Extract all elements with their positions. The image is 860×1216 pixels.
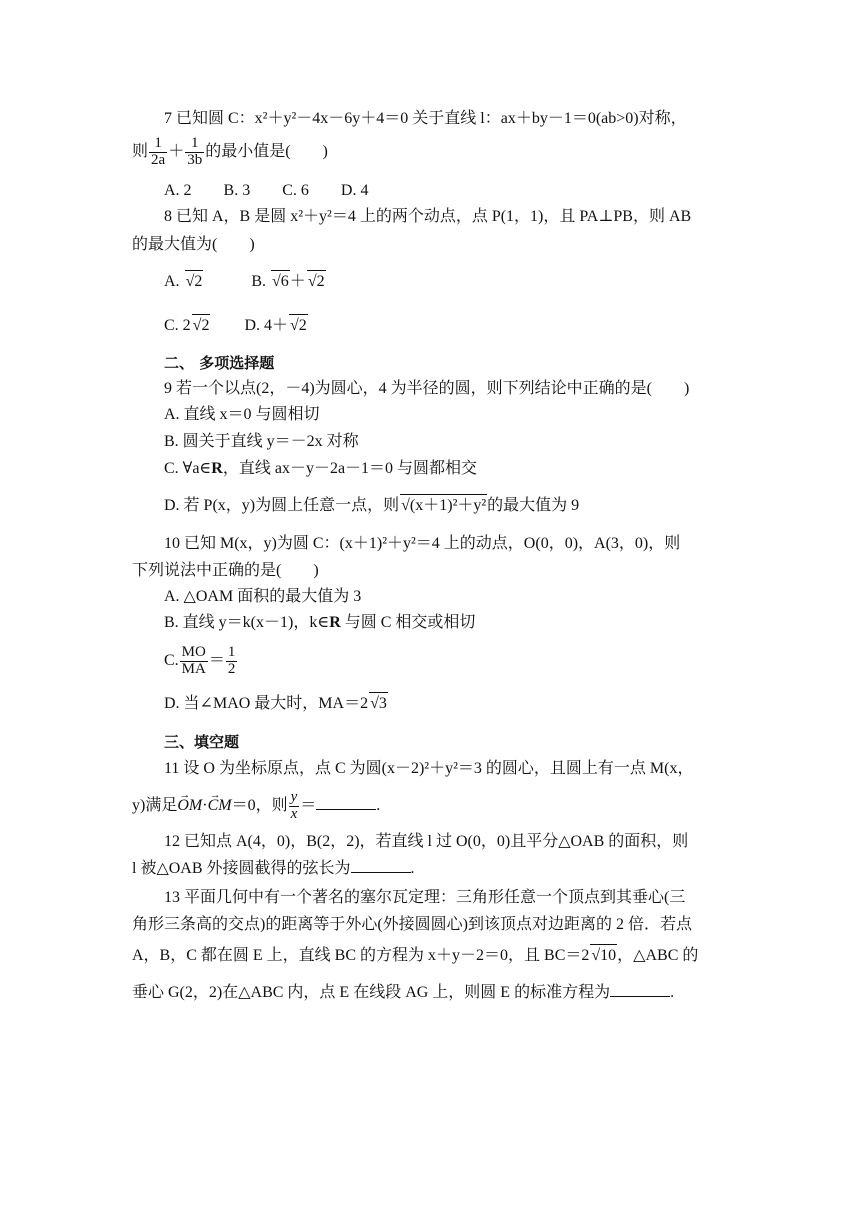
q10-option-b-pre: B. 直线 y＝k(x－1)，k∈: [164, 614, 330, 631]
q13-line1: [164, 887, 685, 909]
q8-option-b-radical-1: √ 6: [271, 270, 290, 293]
q8-options-cd: [164, 314, 308, 337]
q7-options-text: A. 2 B. 3 C. 6 D. 4: [164, 182, 369, 199]
q9-stem-text: 9 若一个以点(2，－4)为圆心，4 为半径的圆，则下列结论中正确的是( ): [164, 380, 690, 397]
q10-option-d-radical: √ 3: [369, 692, 388, 715]
section-heading-multiple-choice: 二、 多项选择题: [164, 354, 275, 372]
q9-option-a-text: A. 直线 x＝0 与圆相切: [164, 406, 320, 423]
q7-fraction-2: [185, 136, 204, 169]
q9-option-a: [164, 404, 320, 426]
q7-line2: [132, 136, 328, 169]
q9-option-d-post: 的最大值为 9: [487, 497, 580, 514]
q8-option-c-radical: √ 2: [192, 314, 211, 337]
q11-fraction: [289, 790, 300, 823]
q11-vector-om-text: OM: [177, 796, 203, 814]
q12-stem-text: 12 已知点 A(4，0)，B(2，2)，若直线 l 过 O(0，0)且平分△OAB 的面积，则: [164, 833, 689, 850]
q11-vector-om: [177, 795, 202, 817]
q11-line2: [132, 790, 380, 823]
q9-option-d: [164, 494, 579, 517]
q8-option-a-label: A.: [164, 273, 184, 290]
q13-stem-text-3-post: ，△ABC 的: [617, 947, 699, 964]
q7-line1: [164, 108, 687, 130]
q10-option-b-reals: R: [329, 614, 341, 631]
q11-frac-den: x: [290, 805, 298, 822]
q13-line3: [132, 944, 698, 967]
q13-end: .: [670, 984, 675, 1001]
q11-pre: y)满足: [132, 796, 178, 814]
q11-mid: ＝0，则: [231, 796, 288, 814]
section-heading-fill-in: 三、填空题: [164, 733, 240, 751]
q7-stem-text: 7 已知圆 C：x²＋y²－4x－6y＋4＝0 关于直线 l：ax＋by－1＝0(ab>0)对称，: [164, 110, 687, 127]
q13-radical: √ 10: [590, 944, 617, 967]
q10-option-b: [164, 612, 475, 634]
q7-post: 的最小值是( ): [205, 142, 328, 160]
q10-line2: [132, 560, 319, 582]
q8-option-c-label: C. 2: [164, 317, 191, 334]
q11-answer-blank[interactable]: [316, 795, 376, 810]
q13-line2: [132, 914, 692, 936]
q10-frac1-num: MO: [181, 644, 206, 660]
q13-stem-text-3: A，B，C 都在圆 E 上，直线 BC 的方程为 x＋y－2＝0，且 BC＝2: [132, 947, 590, 964]
q11-vector-cm: [208, 795, 232, 817]
q10-frac2-num: 1: [227, 644, 236, 660]
q10-option-a: [164, 586, 361, 608]
q13-stem-text-4: 垂心 G(2，2)在△ABC 内，点 E 在线段 AG 上，则圆 E 的标准方程为: [132, 984, 611, 1001]
q8-option-b-radical-2: √ 2: [307, 270, 326, 293]
q11-frac-num: y: [290, 789, 298, 805]
q13-stem-text-2: 角形三条高的交点)的距离等于外心(外接圆圆心)到该顶点对边距离的 2 倍．若点: [132, 916, 692, 933]
q10-line1: [164, 533, 680, 555]
q8-option-b-label: B.: [251, 273, 271, 290]
q10-option-c: [164, 645, 238, 678]
q13-answer-blank[interactable]: [610, 982, 670, 997]
q9-option-d-pre: D. 若 P(x，y)为圆上任意一点，则: [164, 497, 400, 514]
q8-option-a-radical: √ 2: [185, 270, 204, 293]
q7-frac1-den: 2a: [151, 151, 166, 168]
q7-pre: 则: [132, 142, 149, 160]
q12-line1: [164, 831, 688, 853]
q10-stem-text: 10 已知 M(x，y)为圆 C：(x＋1)²＋y²＝4 上的动点，O(0，0)，A(3，0)，则: [164, 535, 681, 552]
q10-option-c-eq: ＝: [208, 651, 225, 669]
q10-option-c-fraction-1: [180, 645, 208, 678]
q9-line1: [164, 378, 689, 400]
q11-vector-cm-text: CM: [207, 796, 232, 814]
q10-option-d-pre: D. 当∠MAO 最大时，MA＝2: [164, 695, 369, 712]
q8-option-d-label: D. 4＋: [244, 317, 289, 334]
q8-stem-text-2: 的最大值为( ): [132, 236, 255, 253]
q10-option-c-label: C.: [164, 651, 179, 669]
q10-option-b-post: 与圆 C 相交或相切: [340, 614, 476, 631]
q11-line1: [164, 758, 693, 780]
q11-stem-text: 11 设 O 为坐标原点，点 C 为圆(x－2)²＋y²＝3 的圆心，且圆上有一点 M(x，: [164, 760, 694, 777]
q9-option-c-post: ，直线 ax－y－2a－1＝0 与圆都相交: [222, 460, 478, 477]
q8-line2: [132, 234, 255, 256]
q10-frac1-den: MA: [181, 660, 206, 677]
q7-fraction-1: [149, 136, 167, 169]
q8-line1: [164, 206, 691, 228]
q12-stem-text-2: l 被△OAB 外接圆截得的弦长为: [132, 860, 351, 877]
q12-answer-blank[interactable]: [351, 858, 411, 873]
q11-end: .: [376, 796, 381, 814]
q7-frac2-num: 1: [185, 136, 204, 153]
q8-options-ab: [164, 270, 326, 293]
q12-end: .: [410, 860, 415, 877]
q9-option-b: [164, 431, 359, 453]
q13-stem-text-1: 13 平面几何中有一个著名的塞尔瓦定理：三角形任意一个顶点到其垂心(三: [164, 889, 686, 906]
q9-option-b-text: B. 圆关于直线 y＝－2x 对称: [164, 433, 359, 450]
q10-stem-text-2: 下列说法中正确的是( ): [132, 562, 319, 579]
q8-option-b-plus: ＋: [289, 273, 306, 290]
q9-option-c-pre: C. ∀a∈: [164, 460, 212, 477]
q10-option-d: [164, 692, 388, 715]
q7-options: [164, 180, 368, 202]
q7-frac2-den: 3b: [187, 151, 203, 168]
q9-option-d-radical: √ (x＋1)²＋y²: [400, 494, 487, 517]
q7-plus: ＋: [168, 142, 185, 160]
q8-option-d-radical: √ 2: [289, 314, 308, 337]
q10-frac2-den: 2: [227, 660, 236, 677]
q12-line2: [132, 858, 415, 880]
q11-dot: ·: [202, 796, 208, 814]
q13-line4: [132, 982, 674, 1004]
q11-eq: ＝: [300, 796, 317, 814]
q8-stem-text: 8 已知 A，B 是圆 x²＋y²＝4 上的两个动点，点 P(1，1)，且 PA⊥PB，则 AB: [164, 208, 692, 225]
q7-frac1-num: 1: [149, 136, 167, 153]
q9-option-c-reals: R: [211, 460, 223, 477]
q10-option-a-text: A. △OAM 面积的最大值为 3: [164, 588, 362, 605]
q10-option-c-fraction-2: [226, 645, 238, 678]
q9-option-c: [164, 458, 477, 480]
